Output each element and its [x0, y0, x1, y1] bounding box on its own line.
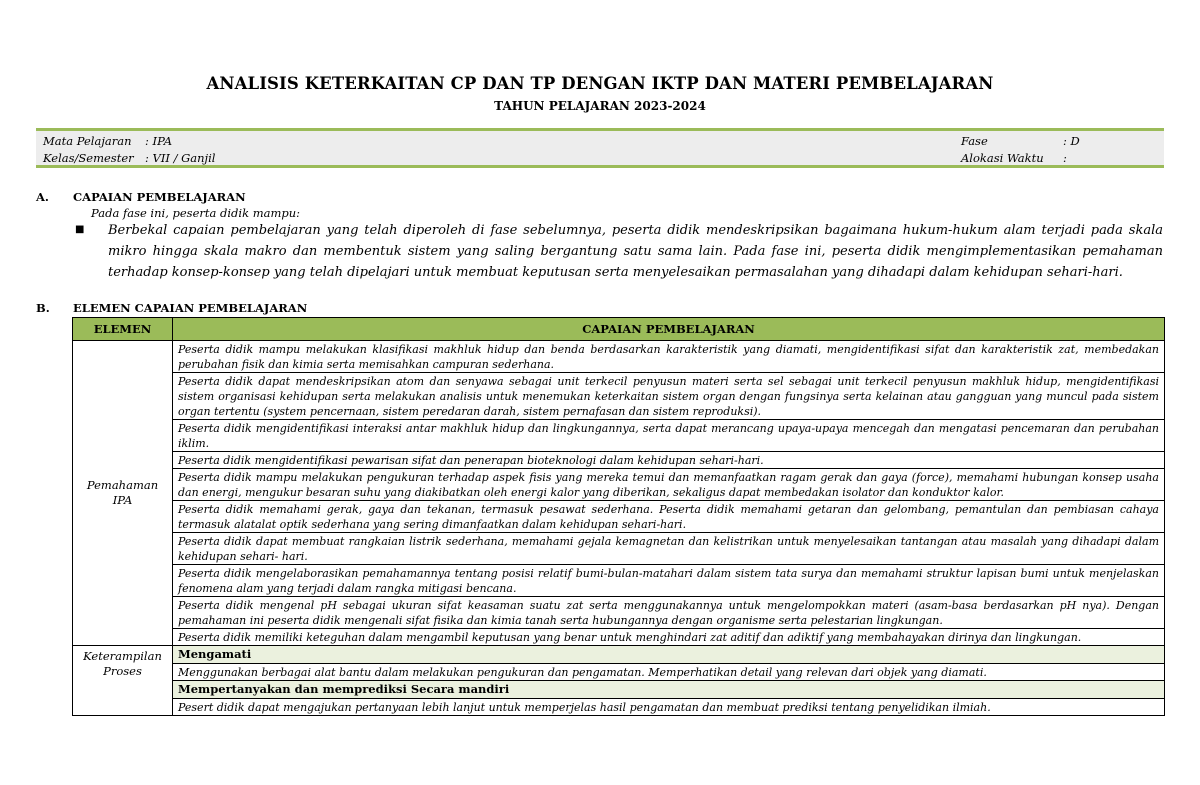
- document-subtitle: TAHUN PELAJARAN 2023-2024: [494, 99, 706, 113]
- fase-label: Fase: [961, 134, 988, 148]
- section-a-letter: A.: [36, 190, 49, 204]
- table-row: [73, 452, 1165, 469]
- table-row: [73, 664, 1165, 681]
- document-title: ANALISIS KETERKAITAN CP DAN TP DENGAN IKTP DAN MATERI PEMBELAJARAN: [206, 74, 994, 93]
- table-row: [73, 597, 1165, 629]
- info-box: [36, 128, 1164, 168]
- kelas-semester-value: : VII / Ganjil: [145, 151, 216, 165]
- cp-row: Peserta didik memahami gerak, gaya dan tekanan, termasuk pesawat sederhana. Peserta didik memahami getaran dan gelombang, pemantulan dan pembiasan cahaya termasuk alatalat optik sederhana yang sering dimanfaatkan dalam kehidupan sehari-hari.: [173, 501, 1165, 533]
- table-row: [73, 629, 1165, 646]
- table-row: [73, 533, 1165, 565]
- cp-row: Peserta didik mampu melakukan klasifikasi makhluk hidup dan benda berdasarkan karakteristik yang diamati, mengidentifikasi sifat dan karakteristik zat, membedakan perubahan fisik dan kimia serta memisahkan campuran sederhana.: [173, 341, 1165, 373]
- column-header-capaian: CAPAIAN PEMBELAJARAN: [173, 318, 1165, 341]
- cp-row: Peserta didik mampu melakukan pengukuran terhadap aspek fisis yang mereka temui dan memanfaatkan ragam gerak dan gaya (force), memahami hubungan konsep usaha dan energi, mengukur besaran suhu yang diakibatkan oleh energi kalor yang diberikan, sekaligus dapat membedakan isolator dan konduktor kalor.: [173, 469, 1165, 501]
- section-a-heading: CAPAIAN PEMBELAJARAN: [73, 190, 246, 204]
- table-row: [73, 341, 1165, 373]
- section-a-intro: Pada fase ini, peserta didik mampu:: [91, 206, 301, 220]
- mempertanyakan-heading: Mempertanyakan dan memprediksi Secara mandiri: [173, 681, 1165, 699]
- table-row: [73, 420, 1165, 452]
- table-row: [73, 469, 1165, 501]
- mengamati-heading: Mengamati: [173, 646, 1165, 664]
- mata-pelajaran-value: : IPA: [145, 134, 173, 148]
- section-b-heading: ELEMEN CAPAIAN PEMBELAJARAN: [73, 301, 308, 315]
- mempertanyakan-text: Pesert didik dapat mengajukan pertanyaan lebih lanjut untuk memperjelas hasil pengamatan dan membuat prediksi tentang penyelidikan ilmiah.: [173, 699, 1165, 716]
- kelas-semester-label: Kelas/Semester: [43, 151, 134, 165]
- table-row: [73, 373, 1165, 420]
- column-header-elemen: ELEMEN: [73, 318, 173, 341]
- mengamati-text: Menggunakan berbagai alat bantu dalam melakukan pengukuran dan pengamatan. Memperhatikan detail yang relevan dari objek yang diamati.: [173, 664, 1165, 681]
- alokasi-waktu-label: Alokasi Waktu: [961, 151, 1044, 165]
- square-bullet-icon: ■: [75, 224, 85, 235]
- cp-row: Peserta didik mengidentifikasi interaksi antar makhluk hidup dan lingkungannya, serta dapat merancang upaya-upaya mencegah dan mengatasi pencemaran dan perubahan iklim.: [173, 420, 1165, 452]
- cp-row: Peserta didik memiliki keteguhan dalam mengambil keputusan yang benar untuk menghindari zat aditif dan adiktif yang membahayakan dirinya dan lingkungan.: [173, 629, 1165, 646]
- section-a-bullet-text: Berbekal capaian pembelajaran yang telah diperoleh di fase sebelumnya, peserta didik mendeskripsikan bagaimana hukum-hukum alam terjadi pada skala mikro hingga skala makro dan membentuk sistem yang saling bergantung satu sama lain. Pada fase ini, peserta didik mengimplementasikan pemahaman terhadap konsep-konsep yang telah dipelajari untuk membuat keputusan serta menyelesaikan permasalahan yang dihadapi dalam kehidupan sehari-hari.: [108, 223, 1163, 280]
- table-header-row: [73, 318, 1165, 341]
- alokasi-waktu-value: :: [1063, 151, 1067, 165]
- table-row: [73, 646, 1165, 664]
- cp-row: Peserta didik dapat mendeskripsikan atom dan senyawa sebagai unit terkecil penyusun materi serta sel sebagai unit terkecil penyusun makhluk hidup, mengidentifikasi sistem organisasi kehidupan serta melakukan analisis untuk menemukan keterkaitan sistem organ dengan fungsinya serta kelainan atau gangguan yang muncul pada sistem organ tertentu (system pencernaan, sistem peredaran darah, sistem pernafasan dan sistem reproduksi).: [173, 373, 1165, 420]
- cp-row: Peserta didik mengelaborasikan pemahamannya tentang posisi relatif bumi-bulan-matahari dalam sistem tata surya dan memahami struktur lapisan bumi untuk menjelaskan fenomena alam yang terjadi dalam rangka mitigasi bencana.: [173, 565, 1165, 597]
- table-row: [73, 681, 1165, 699]
- cp-row: Peserta didik dapat membuat rangkaian listrik sederhana, memahami gejala kemagnetan dan kelistrikan untuk menyelesaikan tantangan atau masalah yang dihadapi dalam kehidupan sehari- hari.: [173, 533, 1165, 565]
- table-row: [73, 699, 1165, 716]
- cp-row: Peserta didik mengidentifikasi pewarisan sifat dan penerapan bioteknologi dalam kehidupan sehari-hari.: [173, 452, 1165, 469]
- capaian-table: [72, 317, 1165, 716]
- cp-row: Peserta didik mengenal pH sebagai ukuran sifat keasaman suatu zat serta menggunakannya untuk mengelompokkan materi (asam-basa berdasarkan pH nya). Dengan pemahaman ini peserta didik mengenali sifat fisika dan kimia tanah serta hubungannya dengan organisme serta pelestarian lingkungan.: [173, 597, 1165, 629]
- mata-pelajaran-label: Mata Pelajaran: [43, 134, 132, 148]
- table-row: [73, 565, 1165, 597]
- elemen-pemahaman-ipa: Pemahaman IPA: [73, 341, 173, 646]
- elemen-keterampilan-proses: Keterampilan Proses: [73, 646, 173, 716]
- fase-value: : D: [1063, 134, 1080, 148]
- table-row: [73, 501, 1165, 533]
- section-b-letter: B.: [36, 301, 50, 315]
